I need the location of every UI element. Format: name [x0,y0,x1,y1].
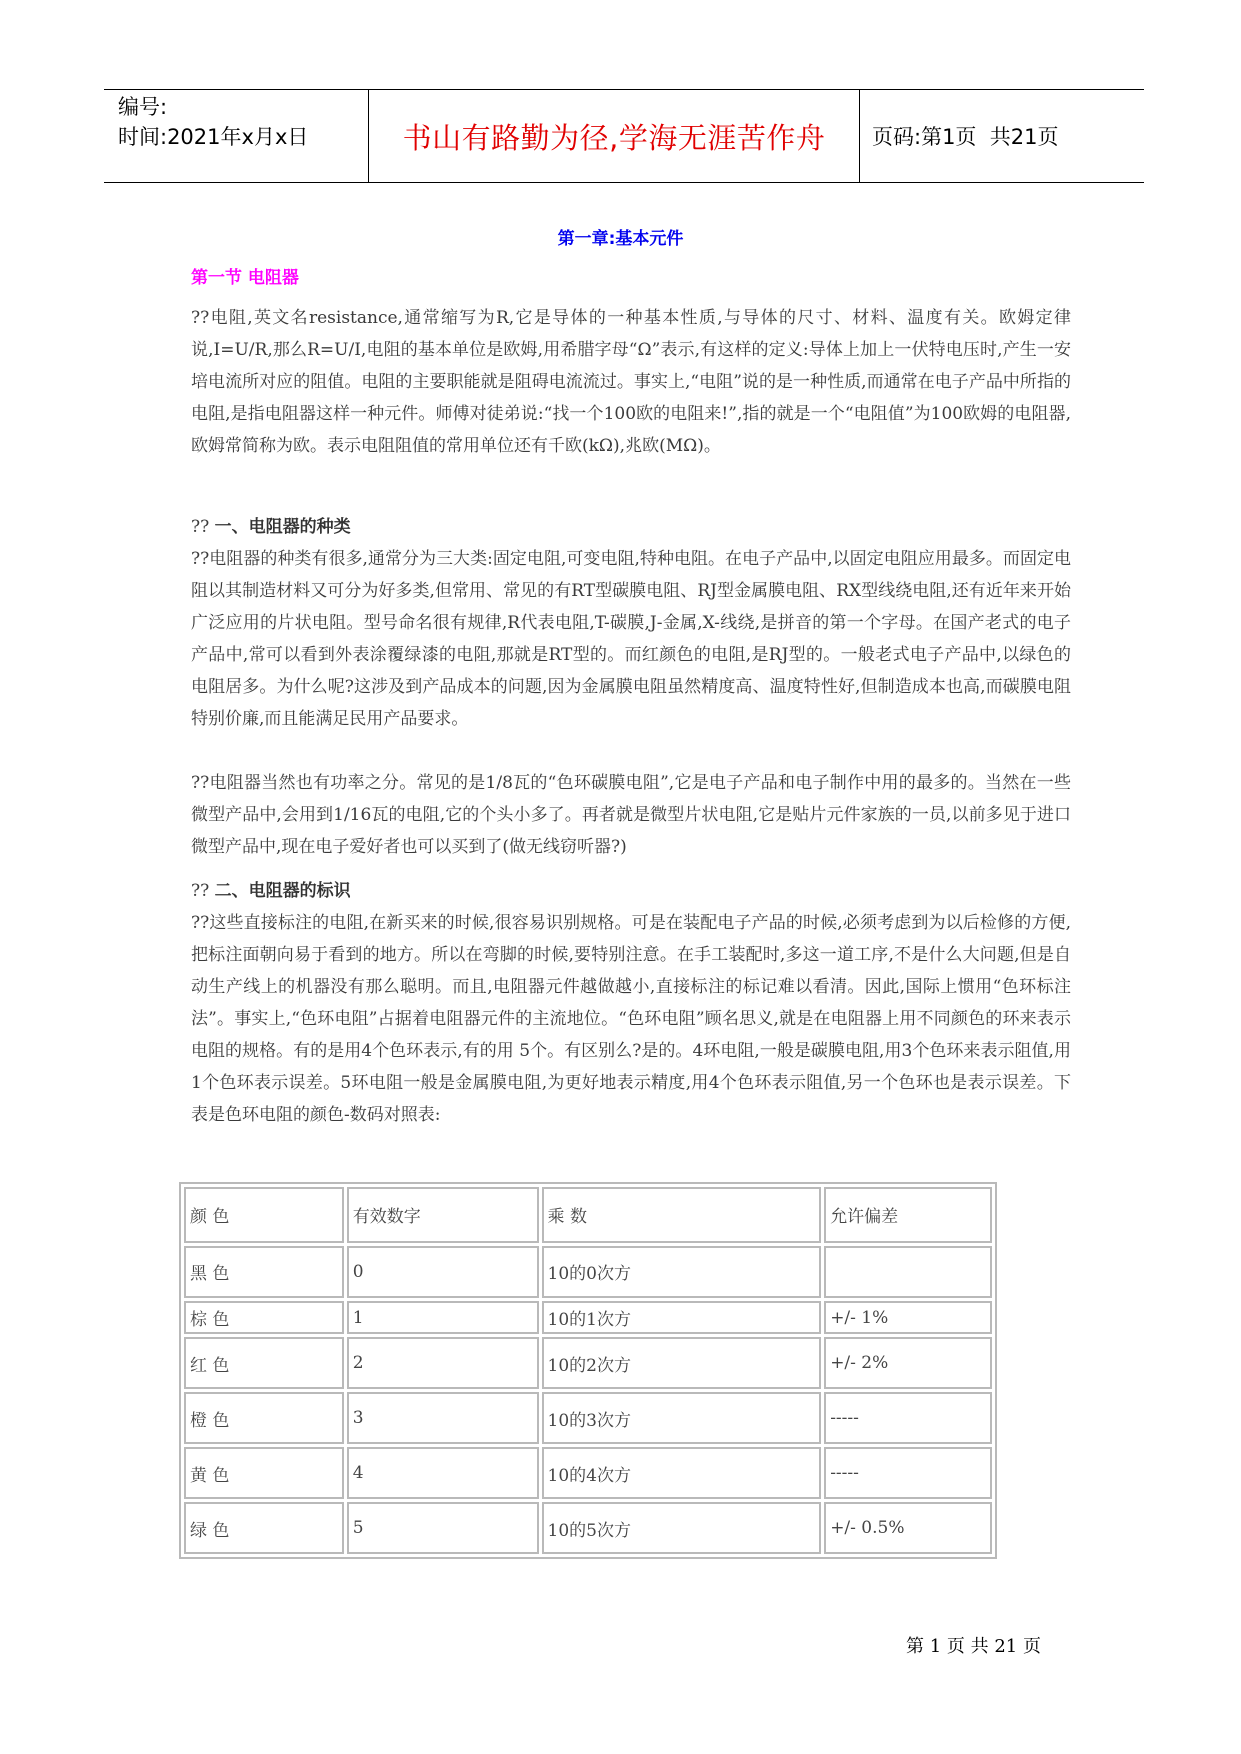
marking-paragraph: ??这些直接标注的电阻,在新买来的时候,很容易识别规格。可是在装配电子产品的时候,必须考虑到为以后检修的方便,把标注面朝向易于看到的地方。所以在弯脚的时候,要特别注意。在手工装配时,多这一道工序,不是什么大问题,但是自动生产线上的机器没有那么聪明。而且,电阻器元件越做越小,直接标注的标记难以看清。因此,国际上惯用“色环标注法”。事实上,“色环电阻”占据着电阻器元件的主流地位。“色环电阻”顾名思义,就是在电阻器上用不同颜色的环来表示电阻的规格。有的是用4个色环表示,有的用 5个。有区别么?是的。4环电阻,一般是碳膜电阻,用3个色环来表示阻值,用 1个色环表示误差。5环电阻一般是金属膜电阻,为更好地表示精度,用4个色环表示阻值,另一个色环也是表示误差。下表是色环电阻的颜色-数码对照表: [191,913,1071,1125]
table-cell: +/- 1% [824,1301,992,1335]
power-paragraph: ??电阻器当然也有功率之分。常见的是1/8瓦的“色环碳膜电阻”,它是电子产品和电子制作中用的最多的。当然在一些微型产品中,会用到1/16瓦的电阻,它的个头小多了。再者就是微型片状电阻,它是贴片元件家族的一员,以前多见于进口微型产品中,现在电子爱好者也可以买到了(做无线窃听器?) [191,773,1071,857]
header-meta [118,92,368,152]
heading-prefix: ?? [191,881,215,901]
table-cell: 橙 色 [184,1392,344,1444]
table-cell: 棕 色 [184,1301,344,1335]
table-cell: 黄 色 [184,1447,344,1499]
table-cell: 3 [347,1392,539,1444]
table-cell: 10的4次方 [542,1447,822,1499]
table-cell: 2 [347,1337,539,1389]
table-cell: +/- 2% [824,1337,992,1389]
table-header-cell: 乘 数 [542,1187,822,1243]
section-title: 第一节 电阻器 [191,268,299,288]
table-row [184,1246,992,1298]
table-cell: 10的3次方 [542,1392,822,1444]
document-number-label: 编号: [118,95,168,119]
table-cell: 0 [347,1246,539,1298]
table-row [184,1502,992,1554]
heading-text: 二、电阻器的标识 [214,881,351,901]
table-cell: 1 [347,1301,539,1335]
table-row [184,1337,992,1389]
table-header-row [184,1187,992,1243]
types-heading [191,511,351,543]
table-header-cell: 颜 色 [184,1187,344,1243]
table-cell: 红 色 [184,1337,344,1389]
table-header-cell: 有效数字 [347,1187,539,1243]
table-cell: ----- [824,1392,992,1444]
page-footer: 第 1 页 共 21 页 [906,1636,1041,1657]
table-cell: +/- 0.5% [824,1502,992,1554]
table-cell: 10的1次方 [542,1301,822,1335]
table-cell: 5 [347,1502,539,1554]
intro-paragraph: ??电阻,英文名resistance,通常缩写为R,它是导体的一种基本性质,与导体的尺寸、材料、温度有关。欧姆定律说,I=U/R,那么R=U/I,电阻的基本单位是欧姆,用希腊字母“Ω”表示,有这样的定义:导体上加上一伏特电压时,产生一安培电流所对应的阻值。电阻的主要职能就是阻碍电流流过。事实上,“电阻”说的是一种性质,而通常在电子产品中所指的电阻,是指电阻器这样一种元件。师傅对徒弟说:“找一个100欧的电阻来!”,指的就是一个“电阻值”为100欧姆的电阻器,欧姆常简称为欧。表示电阻阻值的常用单位还有千欧(kΩ),兆欧(MΩ)。 [191,308,1071,456]
color-code-table [179,1182,997,1559]
table-cell: 10的0次方 [542,1246,822,1298]
table-row [184,1392,992,1444]
table-cell: 10的2次方 [542,1337,822,1389]
header-divider [859,90,860,182]
table-row [184,1301,992,1335]
header-motto: 书山有路勤为径,学海无涯苦作舟 [402,120,826,155]
heading-prefix: ?? [191,517,215,537]
table-row [184,1447,992,1499]
table-cell: ----- [824,1447,992,1499]
table-cell: 4 [347,1447,539,1499]
marking-heading [191,875,351,907]
types-paragraph: ??电阻器的种类有很多,通常分为三大类:固定电阻,可变电阻,特种电阻。在电子产品中,以固定电阻应用最多。而固定电阻以其制造材料又可分为好多类,但常用、常见的有RT型碳膜电阻、RJ型金属膜电阻、RX型线绕电阻,还有近年来开始广泛应用的片状电阻。型号命名很有规律,R代表电阻,T-碳膜,J-金属,X-线绕,是拼音的第一个字母。在国产老式的电子产品中,常可以看到外表涂覆绿漆的电阻,那就是RT型的。而红颜色的电阻,是RJ型的。一般老式电子产品中,以绿色的电阻居多。为什么呢?这涉及到产品成本的问题,因为金属膜电阻虽然精度高、温度特性好,但制造成本也高,而碳膜电阻特别价廉,而且能满足民用产品要求。 [191,549,1071,729]
table-cell: 黑 色 [184,1246,344,1298]
heading-text: 一、电阻器的种类 [214,517,351,537]
table-header-cell: 允许偏差 [824,1187,992,1243]
chapter-title: 第一章:基本元件 [557,229,684,249]
table-cell: 10的5次方 [542,1502,822,1554]
document-time-label: 时间:2021年x月x日 [118,125,309,149]
table-cell [824,1246,992,1298]
table-cell: 绿 色 [184,1502,344,1554]
page-header [104,89,1144,183]
header-page-number: 页码:第1页 共21页 [872,125,1059,149]
